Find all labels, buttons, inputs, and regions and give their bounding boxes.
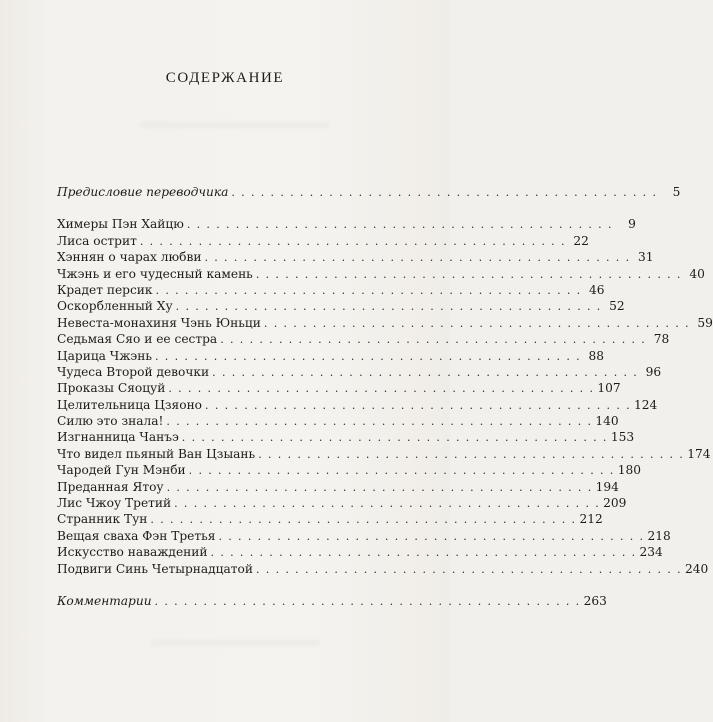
toc-entry-label: Чудеса Второй девочки bbox=[57, 364, 210, 379]
toc-entry-page: 180 bbox=[617, 463, 641, 478]
leader-dots: . . . . . . . . . . . . . . . . . . . . . . . . . . . . . . . . . . . . . . . . . . . . bbox=[155, 349, 582, 363]
leader-dots: . . . . . . . . . . . . . . . . . . . . . . . . . . . . . . . . . . . . . . . . . . . . bbox=[186, 218, 613, 232]
toc-entry-label: Что видел пьяный Ван Цзыань bbox=[57, 446, 256, 461]
leader-dots: . . . . . . . . . . . . . . . . . . . . . . . . . . . . . . . . . . . . . . . . . . . . bbox=[166, 480, 593, 494]
toc-entry-label: Чжэнь и его чудесный камень bbox=[57, 266, 253, 281]
toc-entry bbox=[57, 462, 641, 478]
toc-entry-preface bbox=[57, 184, 681, 200]
toc-main-list bbox=[57, 216, 713, 577]
leader-dots: . . . . . . . . . . . . . . . . . . . . . . . . . . . . . . . . . . . . . . . . . . . . bbox=[220, 333, 647, 347]
toc-entry bbox=[57, 331, 670, 347]
show-through-text bbox=[140, 122, 330, 128]
leader-dots: . . . . . . . . . . . . . . . . . . . . . . . . . . . . . . . . . . . . . . . . . . . . bbox=[263, 316, 690, 330]
toc-entry bbox=[57, 380, 621, 396]
toc-entry-label: Проказы Сяоцуй bbox=[57, 381, 166, 396]
toc-entry bbox=[57, 446, 711, 462]
toc-entry-label: Чародей Гун Мэнби bbox=[57, 463, 186, 478]
toc-entry-page: 96 bbox=[645, 364, 662, 379]
toc-entry-page: 59 bbox=[697, 315, 713, 330]
toc-entry bbox=[57, 413, 619, 429]
toc-entry bbox=[57, 282, 605, 298]
leader-dots: . . . . . . . . . . . . . . . . . . . . . . . . . . . . . . . . . . . . . . . . . . . . bbox=[175, 300, 602, 314]
toc-entry-page: 209 bbox=[603, 496, 627, 511]
toc-entry-page: 140 bbox=[595, 414, 619, 429]
toc-entry bbox=[57, 495, 627, 511]
leader-dots: . . . . . . . . . . . . . . . . . . . . . . . . . . . . . . . . . . . . . . . . . . . . bbox=[150, 513, 577, 527]
toc-entry-label: Предисловие переводчика bbox=[57, 185, 229, 199]
toc-entry bbox=[57, 233, 589, 249]
toc-entry-page: 88 bbox=[588, 348, 605, 363]
toc-entry bbox=[57, 315, 713, 331]
toc-entry-label: Оскорбленный Ху bbox=[57, 299, 173, 314]
toc-entry-page: 107 bbox=[597, 381, 621, 396]
leader-dots: . . . . . . . . . . . . . . . . . . . . . . . . . . . . . . . . . . . . . . . . . . . . bbox=[174, 497, 601, 511]
toc-entry-label: Искусство наваждений bbox=[57, 545, 208, 560]
toc-entry-label: Лис Чжоу Третий bbox=[57, 496, 172, 511]
leader-dots: . . . . . . . . . . . . . . . . . . . . . . . . . . . . . . . . . . . . . . . . . . . . bbox=[231, 186, 658, 199]
page-title: СОДЕРЖАНИЕ bbox=[165, 70, 285, 86]
toc-entry-label: Химеры Пэн Хайцю bbox=[57, 217, 184, 232]
toc-entry-page: 174 bbox=[687, 446, 711, 461]
toc-entry-page: 46 bbox=[589, 282, 605, 297]
leader-dots: . . . . . . . . . . . . . . . . . . . . . . . . . . . . . . . . . . . . . . . . . . . . bbox=[212, 365, 639, 379]
leader-dots: . . . . . . . . . . . . . . . . . . . . . . . . . . . . . . . . . . . . . . . . . . . . bbox=[255, 267, 682, 281]
toc-entry-page: 263 bbox=[583, 593, 607, 608]
toc-entry-page: 52 bbox=[609, 299, 625, 314]
toc-entry bbox=[57, 364, 662, 380]
show-through-text bbox=[150, 640, 320, 646]
leader-dots: . . . . . . . . . . . . . . . . . . . . . . . . . . . . . . . . . . . . . . . . . . . . bbox=[154, 594, 581, 608]
toc-entry-label: Царица Чжэнь bbox=[57, 348, 153, 363]
toc-entry-label: Целительница Цзяоно bbox=[57, 397, 203, 412]
toc-entry-page: 124 bbox=[634, 397, 658, 412]
toc-entry-label: Крадет персик bbox=[57, 282, 153, 297]
leader-dots: . . . . . . . . . . . . . . . . . . . . . . . . . . . . . . . . . . . . . . . . . . . . bbox=[166, 415, 593, 429]
toc-entry-comments bbox=[57, 593, 607, 609]
toc-entry-label: Изгнанница Чанъэ bbox=[57, 430, 179, 445]
toc-entry bbox=[57, 216, 636, 232]
table-of-contents bbox=[57, 184, 713, 609]
toc-entry-label: Преданная Ятоу bbox=[57, 479, 164, 494]
toc-entry-page: 40 bbox=[689, 266, 705, 281]
toc-entry-page: 153 bbox=[610, 430, 635, 445]
toc-entry-page: 212 bbox=[579, 512, 603, 527]
toc-entry bbox=[57, 479, 619, 495]
toc-entry bbox=[57, 266, 705, 282]
toc-entry bbox=[57, 544, 663, 560]
toc-entry bbox=[57, 298, 625, 314]
leader-dots: . . . . . . . . . . . . . . . . . . . . . . . . . . . . . . . . . . . . . . . . . . . . bbox=[181, 431, 608, 445]
toc-entry-page: 234 bbox=[639, 545, 663, 560]
toc-entry bbox=[57, 429, 635, 445]
toc-entry-label: Силю это знала! bbox=[57, 414, 164, 429]
leader-dots: . . . . . . . . . . . . . . . . . . . . . . . . . . . . . . . . . . . . . . . . . . . . bbox=[256, 562, 683, 576]
toc-entry-page: 218 bbox=[647, 528, 671, 543]
toc-entry bbox=[57, 397, 658, 413]
toc-entry-label: Седьмая Сяо и ее сестра bbox=[57, 332, 218, 347]
toc-entry-label: Подвиги Синь Четырнадцатой bbox=[57, 561, 253, 576]
toc-entry-label: Комментарии bbox=[57, 593, 152, 608]
toc-entry-page: 9 bbox=[628, 217, 636, 232]
toc-entry-label: Невеста-монахиня Чэнь Юньци bbox=[57, 315, 261, 330]
toc-entry bbox=[57, 511, 603, 527]
toc-entry-label: Лиса острит bbox=[57, 233, 137, 248]
toc-entry-page: 5 bbox=[672, 185, 681, 199]
toc-entry bbox=[57, 561, 709, 577]
toc-entry-page: 78 bbox=[653, 332, 670, 347]
leader-dots: . . . . . . . . . . . . . . . . . . . . . . . . . . . . . . . . . . . . . . . . . . . . bbox=[139, 234, 566, 248]
leader-dots: . . . . . . . . . . . . . . . . . . . . . . . . . . . . . . . . . . . . . . . . . . . . bbox=[204, 251, 631, 265]
toc-entry-page: 22 bbox=[573, 233, 589, 248]
toc-entry-label: Вещая сваха Фэн Третья bbox=[57, 528, 216, 543]
leader-dots: . . . . . . . . . . . . . . . . . . . . . . . . . . . . . . . . . . . . . . . . . . . . bbox=[205, 398, 632, 412]
leader-dots: . . . . . . . . . . . . . . . . . . . . . . . . . . . . . . . . . . . . . . . . . . . . bbox=[168, 382, 595, 396]
toc-entry-page: 240 bbox=[685, 561, 709, 576]
leader-dots: . . . . . . . . . . . . . . . . . . . . . . . . . . . . . . . . . . . . . . . . . . . . bbox=[188, 464, 615, 478]
toc-entry-page: 194 bbox=[595, 479, 619, 494]
toc-entry bbox=[57, 249, 654, 265]
leader-dots: . . . . . . . . . . . . . . . . . . . . . . . . . . . . . . . . . . . . . . . . . . . . bbox=[218, 529, 645, 543]
toc-entry-page: 31 bbox=[637, 250, 654, 265]
leader-dots: . . . . . . . . . . . . . . . . . . . . . . . . . . . . . . . . . . . . . . . . . . . . bbox=[210, 546, 637, 560]
toc-entry-label: Странник Тун bbox=[57, 512, 148, 527]
toc-entry bbox=[57, 348, 605, 364]
toc-entry-label: Хэннян о чарах любви bbox=[57, 250, 202, 265]
leader-dots: . . . . . . . . . . . . . . . . . . . . . . . . . . . . . . . . . . . . . . . . . . . . bbox=[258, 447, 685, 461]
toc-entry bbox=[57, 528, 671, 544]
leader-dots: . . . . . . . . . . . . . . . . . . . . . . . . . . . . . . . . . . . . . . . . . . . . bbox=[155, 283, 582, 297]
